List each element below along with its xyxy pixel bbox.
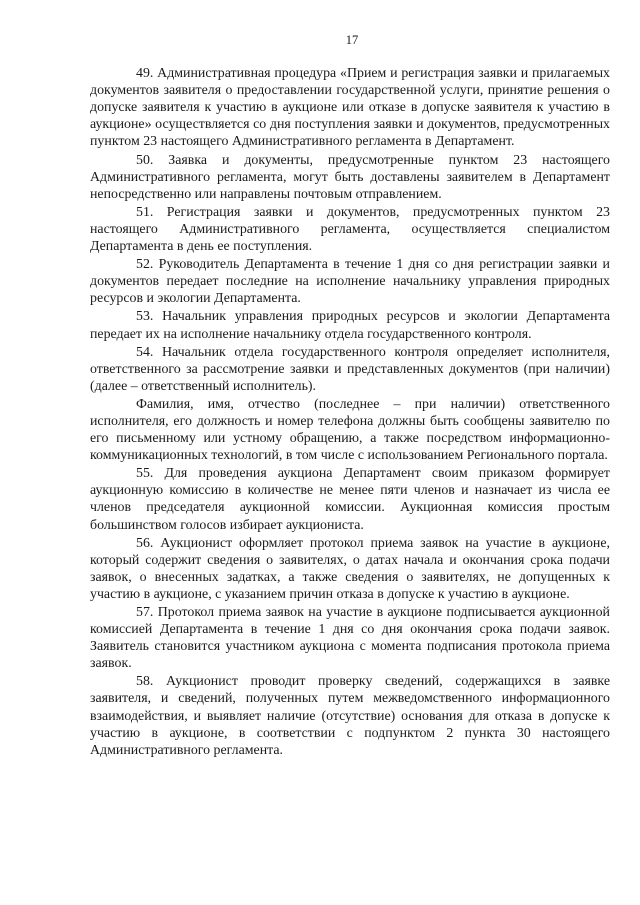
paragraph: 53. Начальник управления природных ресурсов и экологии Департамента передает их на исполнение начальнику отдела государственного контроля.	[90, 309, 610, 342]
paragraph: 51. Регистрация заявки и документов, предусмотренных пунктом 23 настоящего Административного регламента, осуществляется специалистом Департамента в день ее поступления.	[90, 204, 610, 255]
paragraph: 52. Руководитель Департамента в течение 1 дня со дня регистрации заявки и документов передает последние на исполнение начальнику управления природных ресурсов и экологии Департамента.	[90, 257, 610, 307]
paragraph: 56. Аукционист оформляет протокол приема заявок на участие в аукционе, который содержит сведения о заявителях, о датах начала и окончания срока подачи заявок, о внесенных задатках, а также сведения о заявителях, не допущенных к участию в аукционе, с указанием причин отказа в допуске к участию в аукционе.	[90, 535, 610, 602]
paragraph: Фамилия, имя, отчество (последнее – при наличии) ответственного исполнителя, его должность и номер телефона должны быть сообщены заявителю по его письменному или устному обращению, а также посредством информационно-коммуникационных технологий, в том числе с использованием Регионального портала.	[90, 396, 610, 464]
paragraph: 49. Административная процедура «Прием и регистрация заявки и прилагаемых документов заявителя о предоставлении государственной услуги, принятие решения о допуске заявителя к участию в аукционе или отказе в допуске заявителя к участию в аукционе» осуществляется со дня поступления заявки и документов, предусмотренных пунктом 23 настоящего Административного регламента в Департамент.	[90, 66, 610, 150]
page-number: 17	[345, 33, 359, 47]
document-body	[90, 65, 610, 759]
paragraph: 55. Для проведения аукциона Департамент своим приказом формирует аукционную комиссию в количестве не менее пяти членов и назначает из числа ее членов председателя аукционной комиссии. Аукционная комиссия простым большинством голосов избирает аукциониста.	[90, 466, 610, 533]
paragraph: 58. Аукционист проводит проверку сведений, содержащихся в заявке заявителя, и сведений, полученных путем межведомственного информационного взаимодействия, и выявляет наличие (отсутствие) основания для отказа в допуске к участию в аукционе, в соответствии с подпунктом 2 пункта 30 настоящего Административного регламента.	[90, 674, 610, 758]
paragraph: 54. Начальник отдела государственного контроля определяет исполнителя, ответственного за рассмотрение заявки и представленных документов (при наличии) (далее – ответственный исполнитель).	[90, 344, 610, 394]
paragraph: 57. Протокол приема заявок на участие в аукционе подписывается аукционной комиссией Департамента в течение 1 дня со дня окончания срока подачи заявок. Заявитель становится участником аукциона с момента подписания протокола приема заявок.	[90, 605, 610, 672]
paragraph: 50. Заявка и документы, предусмотренные пунктом 23 настоящего Административного регламента, могут быть доставлены заявителем в Департамент непосредственно или направлены почтовым отправлением.	[90, 152, 610, 202]
